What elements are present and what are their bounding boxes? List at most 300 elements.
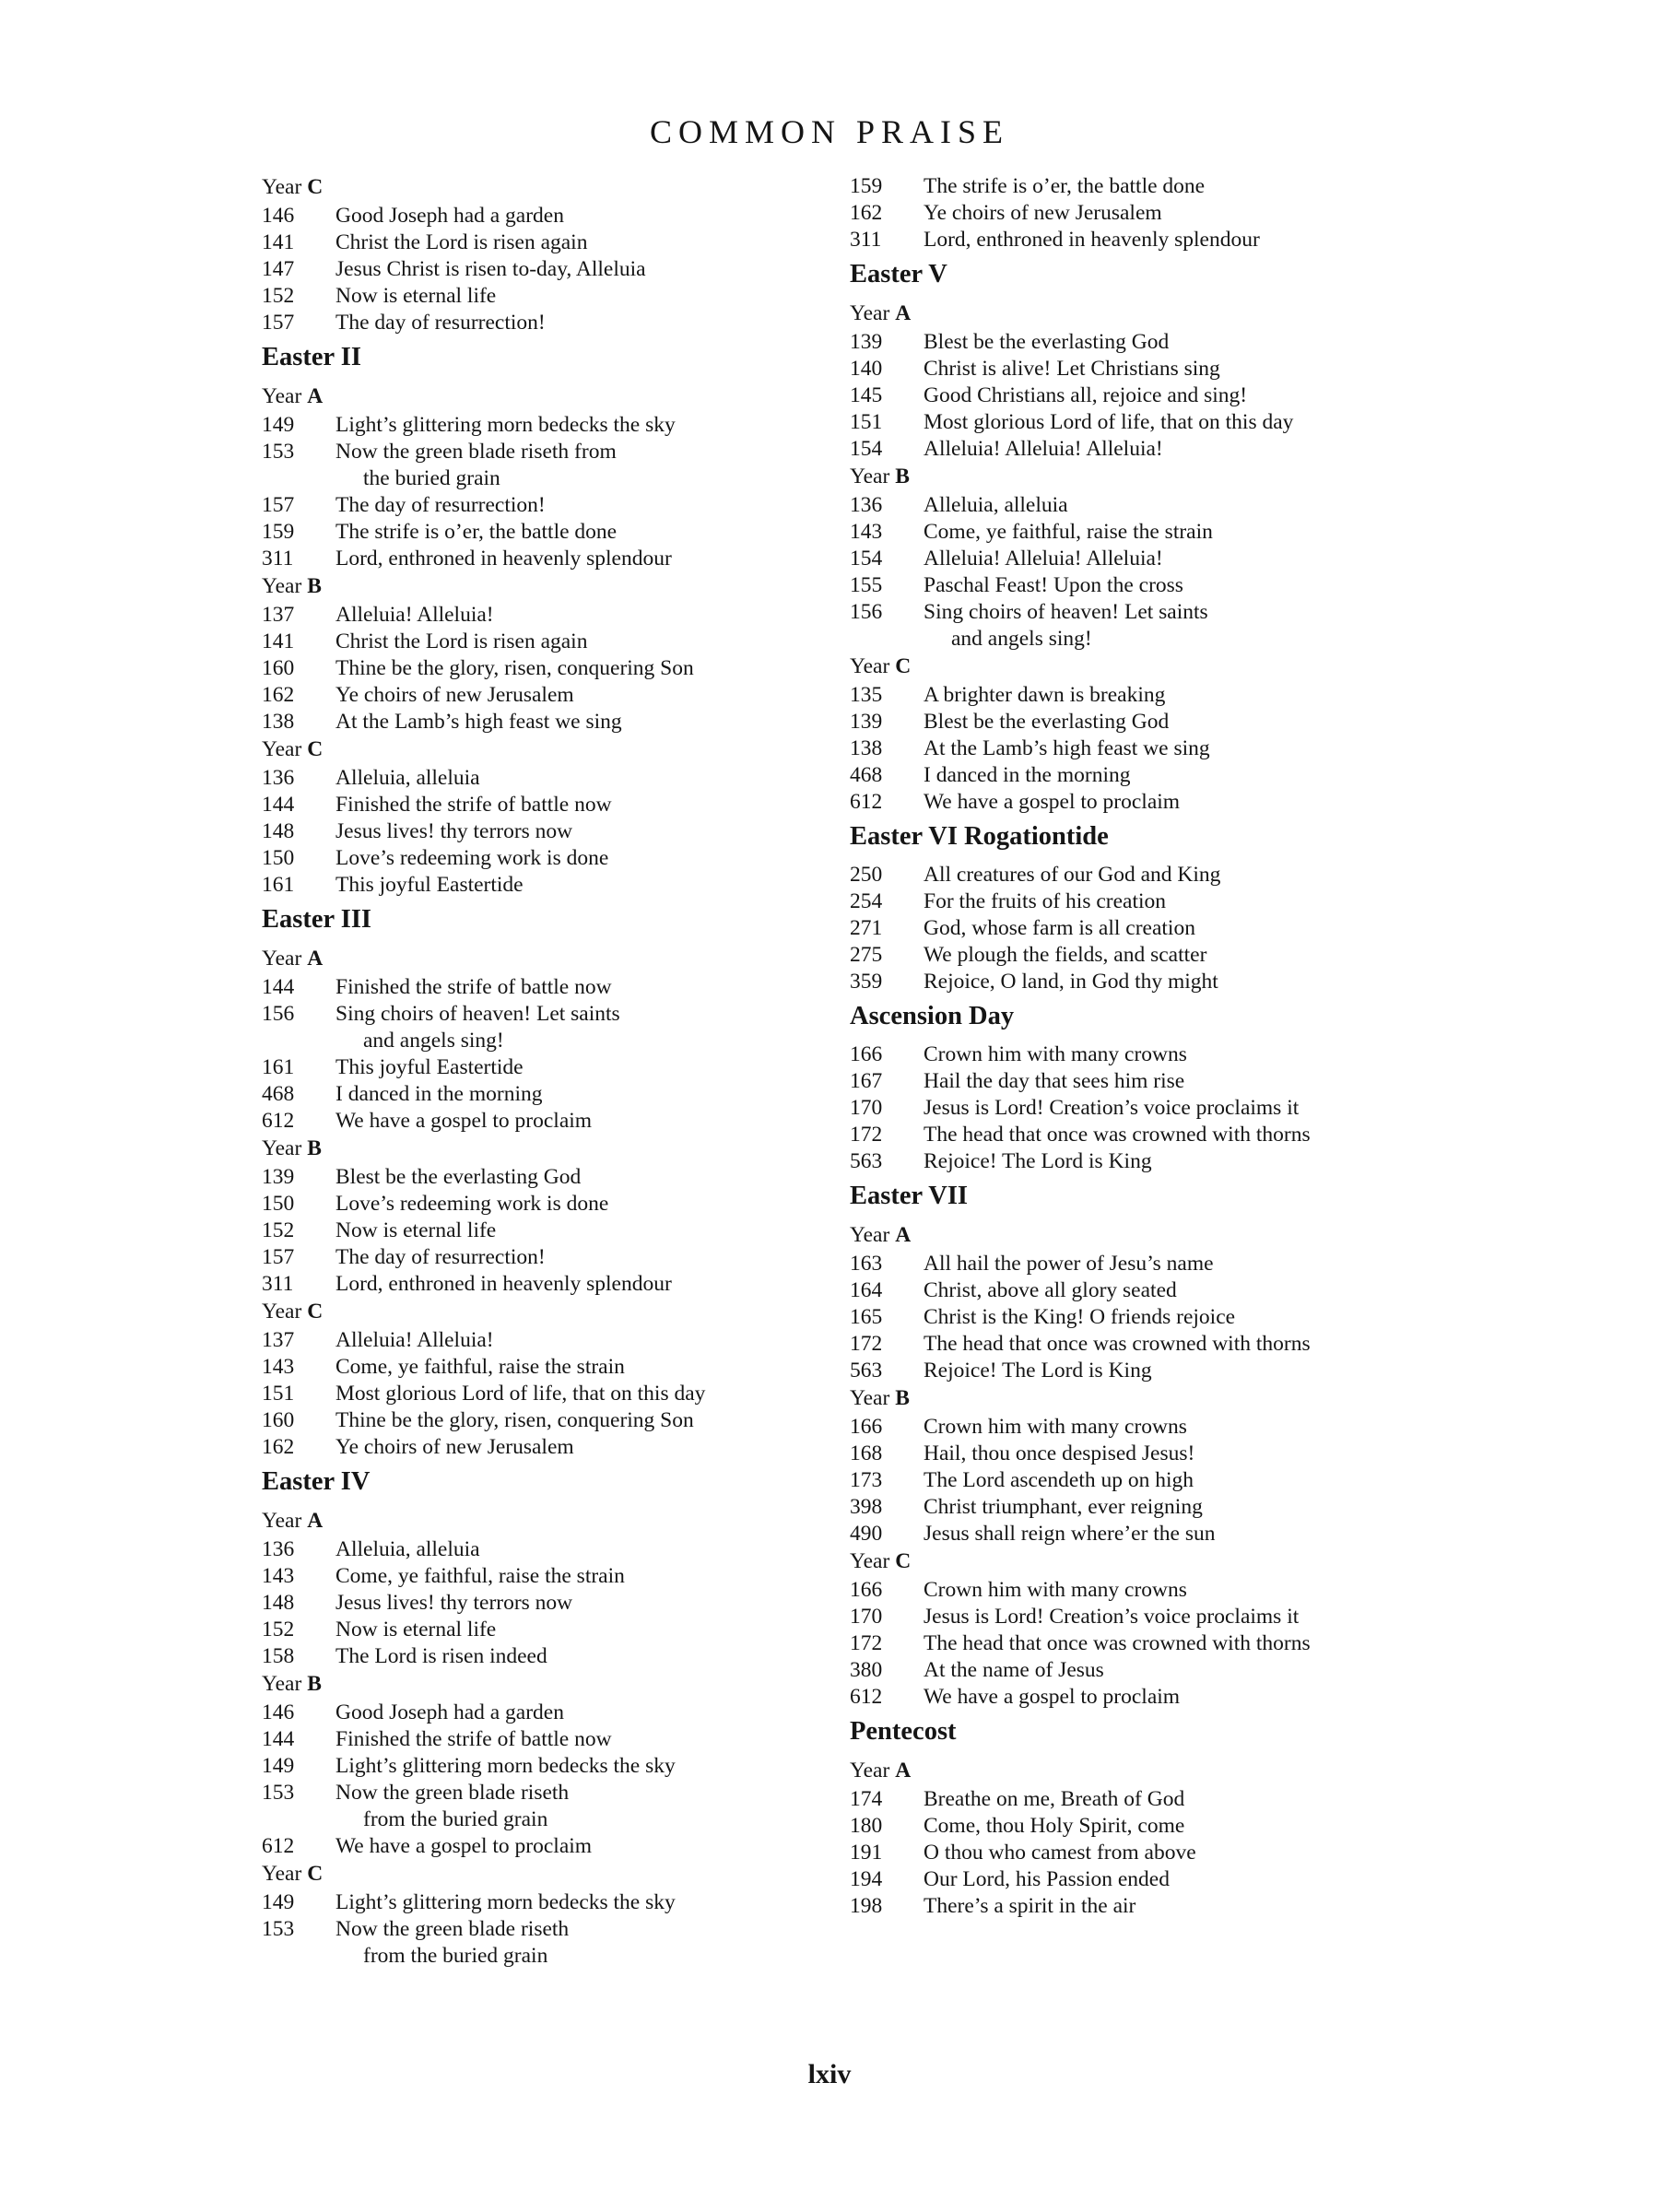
hymn-title	[335, 1108, 833, 1135]
year-letter: B	[895, 465, 910, 488]
hymn-title	[335, 1218, 833, 1244]
year-heading	[850, 1384, 1440, 1412]
hymn-entry	[850, 969, 1440, 995]
year-label: Year	[262, 1862, 302, 1886]
year-letter: A	[895, 301, 912, 325]
hymn-title	[924, 1441, 1440, 1467]
year-label: Year	[850, 1386, 890, 1410]
hymn-title-continuation: from the buried grain	[363, 1807, 548, 1831]
hymn-title-line: The head that once was crowned with thorns	[924, 1332, 1311, 1356]
year-label: Year	[850, 1549, 890, 1573]
hymn-entry	[850, 1251, 1440, 1277]
year-heading	[262, 382, 833, 410]
year-letter: C	[895, 654, 912, 678]
section-heading: Easter II	[262, 343, 361, 371]
hymn-title-line: Alleluia, alleluia	[335, 766, 480, 790]
hymn-title	[924, 915, 1440, 942]
hymn-entry	[262, 974, 833, 1001]
hymn-title	[335, 1780, 833, 1833]
hymn-title-line: I danced in the morning	[335, 1082, 543, 1106]
hymn-title-line: Blest be the everlasting God	[924, 710, 1170, 734]
hymn-title	[335, 229, 833, 256]
hymn-number: 141	[262, 230, 295, 254]
hymn-title-line: Alleluia! Alleluia! Alleluia!	[924, 547, 1163, 571]
hymn-title	[924, 682, 1440, 709]
hymn-number: 162	[262, 683, 295, 707]
hymn-number: 135	[850, 683, 883, 707]
hymn-number: 153	[262, 1917, 295, 1941]
hymn-title-line: Crown him with many crowns	[924, 1042, 1187, 1066]
hymn-title	[924, 942, 1440, 969]
hymn-title-line: The head that once was crowned with thorns	[924, 1123, 1311, 1147]
hymn-entry	[262, 492, 833, 519]
hymn-number: 160	[262, 656, 295, 680]
hymn-title	[335, 1354, 833, 1381]
year-heading	[850, 300, 1440, 327]
hymn-title-line: The Lord is risen indeed	[335, 1644, 547, 1668]
section-heading: Pentecost	[850, 1717, 957, 1746]
hymn-entry	[262, 1889, 833, 1916]
hymn-title-line: The Lord ascendeth up on high	[924, 1468, 1194, 1492]
hymn-title-line: For the fruits of his creation	[924, 889, 1167, 913]
hymn-number: 149	[262, 413, 295, 437]
hymn-title-line: Crown him with many crowns	[924, 1415, 1187, 1439]
hymn-title-line: Christ, above all glory seated	[924, 1278, 1177, 1302]
hymn-title	[924, 1331, 1440, 1358]
hymn-title	[924, 1577, 1440, 1604]
hymn-number: 160	[262, 1408, 295, 1432]
hymn-number: 138	[262, 710, 295, 734]
hymn-title	[924, 789, 1440, 816]
hymn-entry	[850, 1893, 1440, 1920]
section-heading: Easter VII	[850, 1182, 968, 1210]
hymn-number: 154	[850, 547, 883, 571]
hymn-entry	[262, 1726, 833, 1753]
hymn-number: 170	[850, 1605, 883, 1629]
hymn-number: 143	[262, 1564, 295, 1588]
hymn-title-line: We have a gospel to proclaim	[335, 1109, 593, 1133]
hymn-entry	[850, 762, 1440, 789]
hymn-entry	[262, 439, 833, 492]
hymn-number: 148	[262, 1591, 295, 1615]
hymn-entry	[850, 1657, 1440, 1684]
hymn-entry	[262, 1590, 833, 1617]
hymn-title-line: Come, ye faithful, raise the strain	[335, 1355, 625, 1379]
hymn-number: 151	[262, 1382, 295, 1406]
hymn-entry	[262, 1434, 833, 1461]
hymn-number: 145	[850, 383, 883, 407]
hymn-title-line: Now is eternal life	[335, 1218, 497, 1242]
hymn-title-line: The day of resurrection!	[335, 1245, 546, 1269]
hymn-entry	[262, 1780, 833, 1833]
hymn-number: 359	[850, 970, 883, 994]
hymn-number: 152	[262, 1218, 295, 1242]
hymn-entry	[262, 1700, 833, 1726]
hymn-entry	[262, 1381, 833, 1407]
hymn-entry	[850, 1684, 1440, 1711]
hymn-title-line: The day of resurrection!	[335, 493, 546, 517]
hymn-title	[924, 1494, 1440, 1521]
hymn-title	[924, 1251, 1440, 1277]
hymn-number: 139	[262, 1165, 295, 1189]
hymn-entry	[850, 492, 1440, 519]
hymn-number: 137	[262, 603, 295, 627]
hymn-title-line: Hail the day that sees him rise	[924, 1069, 1185, 1093]
hymn-entry	[262, 519, 833, 546]
hymn-number: 250	[850, 863, 883, 887]
hymn-title-line: We have a gospel to proclaim	[924, 1685, 1181, 1709]
hymn-number: 155	[850, 573, 883, 597]
hymn-entry	[262, 1218, 833, 1244]
year-heading	[262, 735, 833, 763]
hymn-entry	[850, 735, 1440, 762]
hymn-title-line: Jesus is Lord! Creation’s voice proclaims it	[924, 1096, 1300, 1120]
hymn-title	[335, 818, 833, 845]
hymn-number: 468	[850, 763, 883, 787]
hymn-entry	[850, 1521, 1440, 1547]
year-letter: C	[895, 1549, 912, 1573]
hymn-title-continuation: from the buried grain	[363, 1944, 548, 1968]
hymn-entry	[850, 1577, 1440, 1604]
hymn-number: 254	[850, 889, 883, 913]
hymn-title	[924, 436, 1440, 463]
year-heading	[850, 1221, 1440, 1249]
hymn-entry	[850, 1786, 1440, 1813]
year-heading	[850, 463, 1440, 490]
hymn-entry	[850, 356, 1440, 382]
hymn-entry	[262, 682, 833, 709]
hymn-number: 146	[262, 204, 295, 228]
hymn-entry	[262, 709, 833, 735]
hymn-number: 161	[262, 1055, 295, 1079]
hymn-number: 172	[850, 1631, 883, 1655]
section-heading: Easter V	[850, 260, 947, 288]
hymn-entry	[262, 1563, 833, 1590]
hymn-title-line: Good Joseph had a garden	[335, 1700, 564, 1724]
hymn-title	[924, 1657, 1440, 1684]
hymn-title-line: Love’s redeeming work is done	[335, 846, 609, 870]
hymn-number: 398	[850, 1495, 883, 1519]
hymn-entry	[262, 1054, 833, 1081]
year-letter: A	[307, 947, 324, 971]
hymn-title-line: Jesus lives! thy terrors now	[335, 1591, 573, 1615]
hymn-number: 164	[850, 1278, 883, 1302]
hymn-title	[335, 1916, 833, 1970]
hymn-number: 158	[262, 1644, 295, 1668]
hymn-entry	[262, 310, 833, 336]
hymn-title-line: Christ is the King! O friends rejoice	[924, 1305, 1236, 1329]
hymn-entry	[262, 818, 833, 845]
year-heading	[262, 1507, 833, 1535]
hymn-title-line: Love’s redeeming work is done	[335, 1192, 609, 1216]
hymn-number: 159	[262, 520, 295, 544]
hymn-entry	[850, 709, 1440, 735]
hymn-entry	[262, 602, 833, 629]
hymn-number: 490	[850, 1522, 883, 1546]
hymn-number: 140	[850, 357, 883, 381]
hymn-number: 311	[262, 547, 294, 571]
hymn-title-line: Christ the Lord is risen again	[335, 629, 588, 653]
hymn-title-line: Lord, enthroned in heavenly splendour	[335, 547, 672, 571]
hymn-title-line: Sing choirs of heaven! Let saints	[335, 1002, 620, 1026]
hymn-title-line: Now is eternal life	[335, 284, 497, 308]
hymn-number: 144	[262, 1727, 295, 1751]
hymn-number: 157	[262, 1245, 295, 1269]
hymn-entry	[262, 629, 833, 655]
page-title: COMMON PRAISE	[649, 113, 1010, 150]
hymn-entry	[262, 1354, 833, 1381]
hymn-number: 153	[262, 440, 295, 464]
hymn-title	[924, 969, 1440, 995]
hymn-title	[924, 709, 1440, 735]
hymn-number: 612	[262, 1109, 295, 1133]
hymn-title-line: At the Lamb’s high feast we sing	[924, 736, 1210, 760]
hymn-title-line: We plough the fields, and scatter	[924, 943, 1207, 967]
hymn-title	[335, 1434, 833, 1461]
hymn-title-line: Breathe on me, Breath of God	[924, 1787, 1185, 1811]
hymn-title-line: Good Joseph had a garden	[335, 204, 564, 228]
year-heading	[262, 945, 833, 972]
hymn-title-line: Good Christians all, rejoice and sing!	[924, 383, 1248, 407]
hymn-entry	[850, 1467, 1440, 1494]
year-label: Year	[262, 1300, 302, 1324]
hymn-title	[335, 546, 833, 572]
hymn-entry	[262, 256, 833, 283]
year-letter: A	[307, 384, 324, 408]
hymn-number: 311	[262, 1272, 294, 1296]
hymn-title	[335, 792, 833, 818]
hymn-title	[335, 1407, 833, 1434]
hymn-title-line: This joyful Eastertide	[335, 873, 524, 897]
hymn-number: 168	[850, 1441, 883, 1465]
hymn-title	[335, 439, 833, 492]
year-letter: B	[895, 1386, 910, 1410]
hymn-title	[924, 409, 1440, 436]
hymn-number: 194	[850, 1867, 883, 1891]
hymn-number: 311	[850, 228, 882, 252]
hymn-title	[335, 1617, 833, 1643]
hymn-number: 150	[262, 1192, 295, 1216]
hymn-entry	[850, 942, 1440, 969]
hymn-entry	[262, 845, 833, 872]
year-label: Year	[262, 384, 302, 408]
hymn-number: 156	[262, 1002, 295, 1026]
hymn-number: 136	[850, 493, 883, 517]
year-label: Year	[262, 574, 302, 598]
hymn-title-line: Ye choirs of new Jerusalem	[335, 1435, 574, 1459]
hymn-title-line: Come, ye faithful, raise the strain	[924, 520, 1213, 544]
hymn-entry	[850, 1840, 1440, 1866]
year-letter: C	[307, 1862, 324, 1886]
hymn-entry	[850, 200, 1440, 227]
hymn-entry	[850, 1441, 1440, 1467]
hymn-title-line: Come, thou Holy Spirit, come	[924, 1814, 1185, 1838]
hymn-title	[924, 329, 1440, 356]
hymn-title-line: We have a gospel to proclaim	[335, 1834, 593, 1858]
hymn-title	[924, 1414, 1440, 1441]
hymn-number: 162	[850, 201, 883, 225]
hymn-entry	[850, 1630, 1440, 1657]
hymn-number: 147	[262, 257, 295, 281]
hymn-number: 612	[850, 790, 883, 814]
hymn-title-line: Jesus is Lord! Creation’s voice proclaims it	[924, 1605, 1300, 1629]
hymn-title	[924, 1095, 1440, 1122]
hymn-entry	[262, 1191, 833, 1218]
hymn-number: 170	[850, 1096, 883, 1120]
hymn-entry	[850, 1494, 1440, 1521]
hymn-entry	[262, 1536, 833, 1563]
hymn-entry	[850, 173, 1440, 200]
hymn-title-line: Sing choirs of heaven! Let saints	[924, 600, 1208, 624]
hymn-title-line: Finished the strife of battle now	[335, 793, 612, 817]
hymn-entry	[262, 872, 833, 899]
year-label: Year	[850, 465, 890, 488]
hymn-title	[924, 599, 1440, 653]
hymn-title	[924, 200, 1440, 227]
hymn-entry	[262, 1001, 833, 1054]
year-label: Year	[262, 737, 302, 761]
hymn-title	[335, 765, 833, 792]
hymn-title-line: The day of resurrection!	[335, 311, 546, 335]
hymn-title-line: Blest be the everlasting God	[335, 1165, 582, 1189]
hymn-entry	[850, 1277, 1440, 1304]
hymn-title-line: Light’s glittering morn bedecks the sky	[335, 413, 676, 437]
hymn-title-line: Christ triumphant, ever reigning	[924, 1495, 1203, 1519]
hymn-title	[924, 1467, 1440, 1494]
year-label: Year	[850, 654, 890, 678]
hymn-title	[335, 1700, 833, 1726]
hymn-number: 136	[262, 766, 295, 790]
hymn-entry	[262, 203, 833, 229]
hymn-title-line: The strife is o’er, the battle done	[335, 520, 618, 544]
year-heading	[850, 653, 1440, 680]
hymn-title-line: Most glorious Lord of life, that on this day	[335, 1382, 706, 1406]
hymn-title-line: Jesus Christ is risen to-day, Alleluia	[335, 257, 646, 281]
hymn-title	[335, 1726, 833, 1753]
hymn-title-line: There’s a spirit in the air	[924, 1894, 1136, 1918]
hymn-title	[924, 1684, 1440, 1711]
hymn-entry	[850, 888, 1440, 915]
hymn-entry	[262, 1081, 833, 1108]
hymn-title-line: Crown him with many crowns	[924, 1578, 1187, 1602]
hymn-number: 151	[850, 410, 883, 434]
hymn-entry	[850, 1304, 1440, 1331]
hymn-number: 138	[850, 736, 883, 760]
hymn-title-line: Most glorious Lord of life, that on this day	[924, 410, 1294, 434]
hymn-title-line: Lord, enthroned in heavenly splendour	[335, 1272, 672, 1296]
hymn-title	[335, 310, 833, 336]
hymn-title-line: The strife is o’er, the battle done	[924, 174, 1206, 198]
hymn-title-line: We have a gospel to proclaim	[924, 790, 1181, 814]
hymn-title	[335, 629, 833, 655]
hymn-title-line: O thou who camest from above	[924, 1841, 1196, 1865]
year-heading	[262, 1135, 833, 1162]
hymn-entry	[262, 229, 833, 256]
year-label: Year	[262, 175, 302, 199]
hymn-title-line: Jesus lives! thy terrors now	[335, 819, 573, 843]
year-label: Year	[850, 301, 890, 325]
section-heading: Easter VI Rogationtide	[850, 822, 1109, 851]
hymn-title-line: Now the green blade riseth	[335, 1917, 570, 1941]
hymn-title	[924, 1840, 1440, 1866]
hymn-title	[335, 283, 833, 310]
hymn-entry	[850, 227, 1440, 253]
hymn-title	[924, 1604, 1440, 1630]
hymn-entry	[850, 682, 1440, 709]
hymn-number: 156	[850, 600, 883, 624]
hymn-title-line: Paschal Feast! Upon the cross	[924, 573, 1183, 597]
hymn-title	[924, 519, 1440, 546]
hymn-title	[335, 1054, 833, 1081]
hymn-entry	[850, 1414, 1440, 1441]
hymn-title	[335, 1590, 833, 1617]
hymn-title-line: Ye choirs of new Jerusalem	[335, 683, 574, 707]
hymn-title-line: All creatures of our God and King	[924, 863, 1221, 887]
hymn-title-line: Finished the strife of battle now	[335, 1727, 612, 1751]
hymn-title	[924, 382, 1440, 409]
hymn-title-line: Alleluia! Alleluia!	[335, 1328, 494, 1352]
year-label: Year	[262, 1509, 302, 1533]
hymn-number: 173	[850, 1468, 883, 1492]
hymn-title	[335, 1001, 833, 1054]
hymn-title	[335, 1081, 833, 1108]
hymn-title-line: Our Lord, his Passion ended	[924, 1867, 1170, 1891]
hymn-number: 139	[850, 710, 883, 734]
hymn-entry	[850, 862, 1440, 888]
hymn-title	[335, 1327, 833, 1354]
hymn-entry	[850, 915, 1440, 942]
year-heading	[850, 1547, 1440, 1575]
hymn-number: 166	[850, 1042, 883, 1066]
hymn-number: 191	[850, 1841, 883, 1865]
hymn-number: 159	[850, 174, 883, 198]
hymn-title	[335, 1244, 833, 1271]
hymn-title-line: Come, ye faithful, raise the strain	[335, 1564, 625, 1588]
hymn-title-line: Rejoice! The Lord is King	[924, 1359, 1152, 1382]
year-letter: A	[895, 1759, 912, 1783]
hymn-entry	[262, 283, 833, 310]
hymn-number: 154	[850, 437, 883, 461]
hymn-entry	[262, 1643, 833, 1670]
hymn-entry	[850, 1095, 1440, 1122]
hymn-number: 380	[850, 1658, 883, 1682]
year-letter: B	[307, 574, 322, 598]
hymn-title	[924, 862, 1440, 888]
year-letter: A	[307, 1509, 324, 1533]
hymn-title-line: A brighter dawn is breaking	[924, 683, 1166, 707]
hymn-entry	[262, 765, 833, 792]
hymn-number: 143	[850, 520, 883, 544]
hymn-title-line: Now is eternal life	[335, 1618, 497, 1641]
hymn-title-line: Rejoice! The Lord is King	[924, 1149, 1152, 1173]
hymn-number: 180	[850, 1814, 883, 1838]
hymn-entry	[850, 1604, 1440, 1630]
hymn-entry	[850, 572, 1440, 599]
hymn-title	[924, 1068, 1440, 1095]
year-letter: C	[307, 737, 324, 761]
hymn-entry	[850, 409, 1440, 436]
hymn-number: 144	[262, 793, 295, 817]
hymn-title	[335, 1889, 833, 1916]
hymn-number: 150	[262, 846, 295, 870]
hymn-entry	[262, 1833, 833, 1860]
hymn-entry	[850, 599, 1440, 653]
hymn-entry	[850, 1068, 1440, 1095]
year-label: Year	[262, 1672, 302, 1696]
hymn-entry	[262, 1916, 833, 1970]
hymn-entry	[850, 1122, 1440, 1148]
hymn-number: 166	[850, 1415, 883, 1439]
